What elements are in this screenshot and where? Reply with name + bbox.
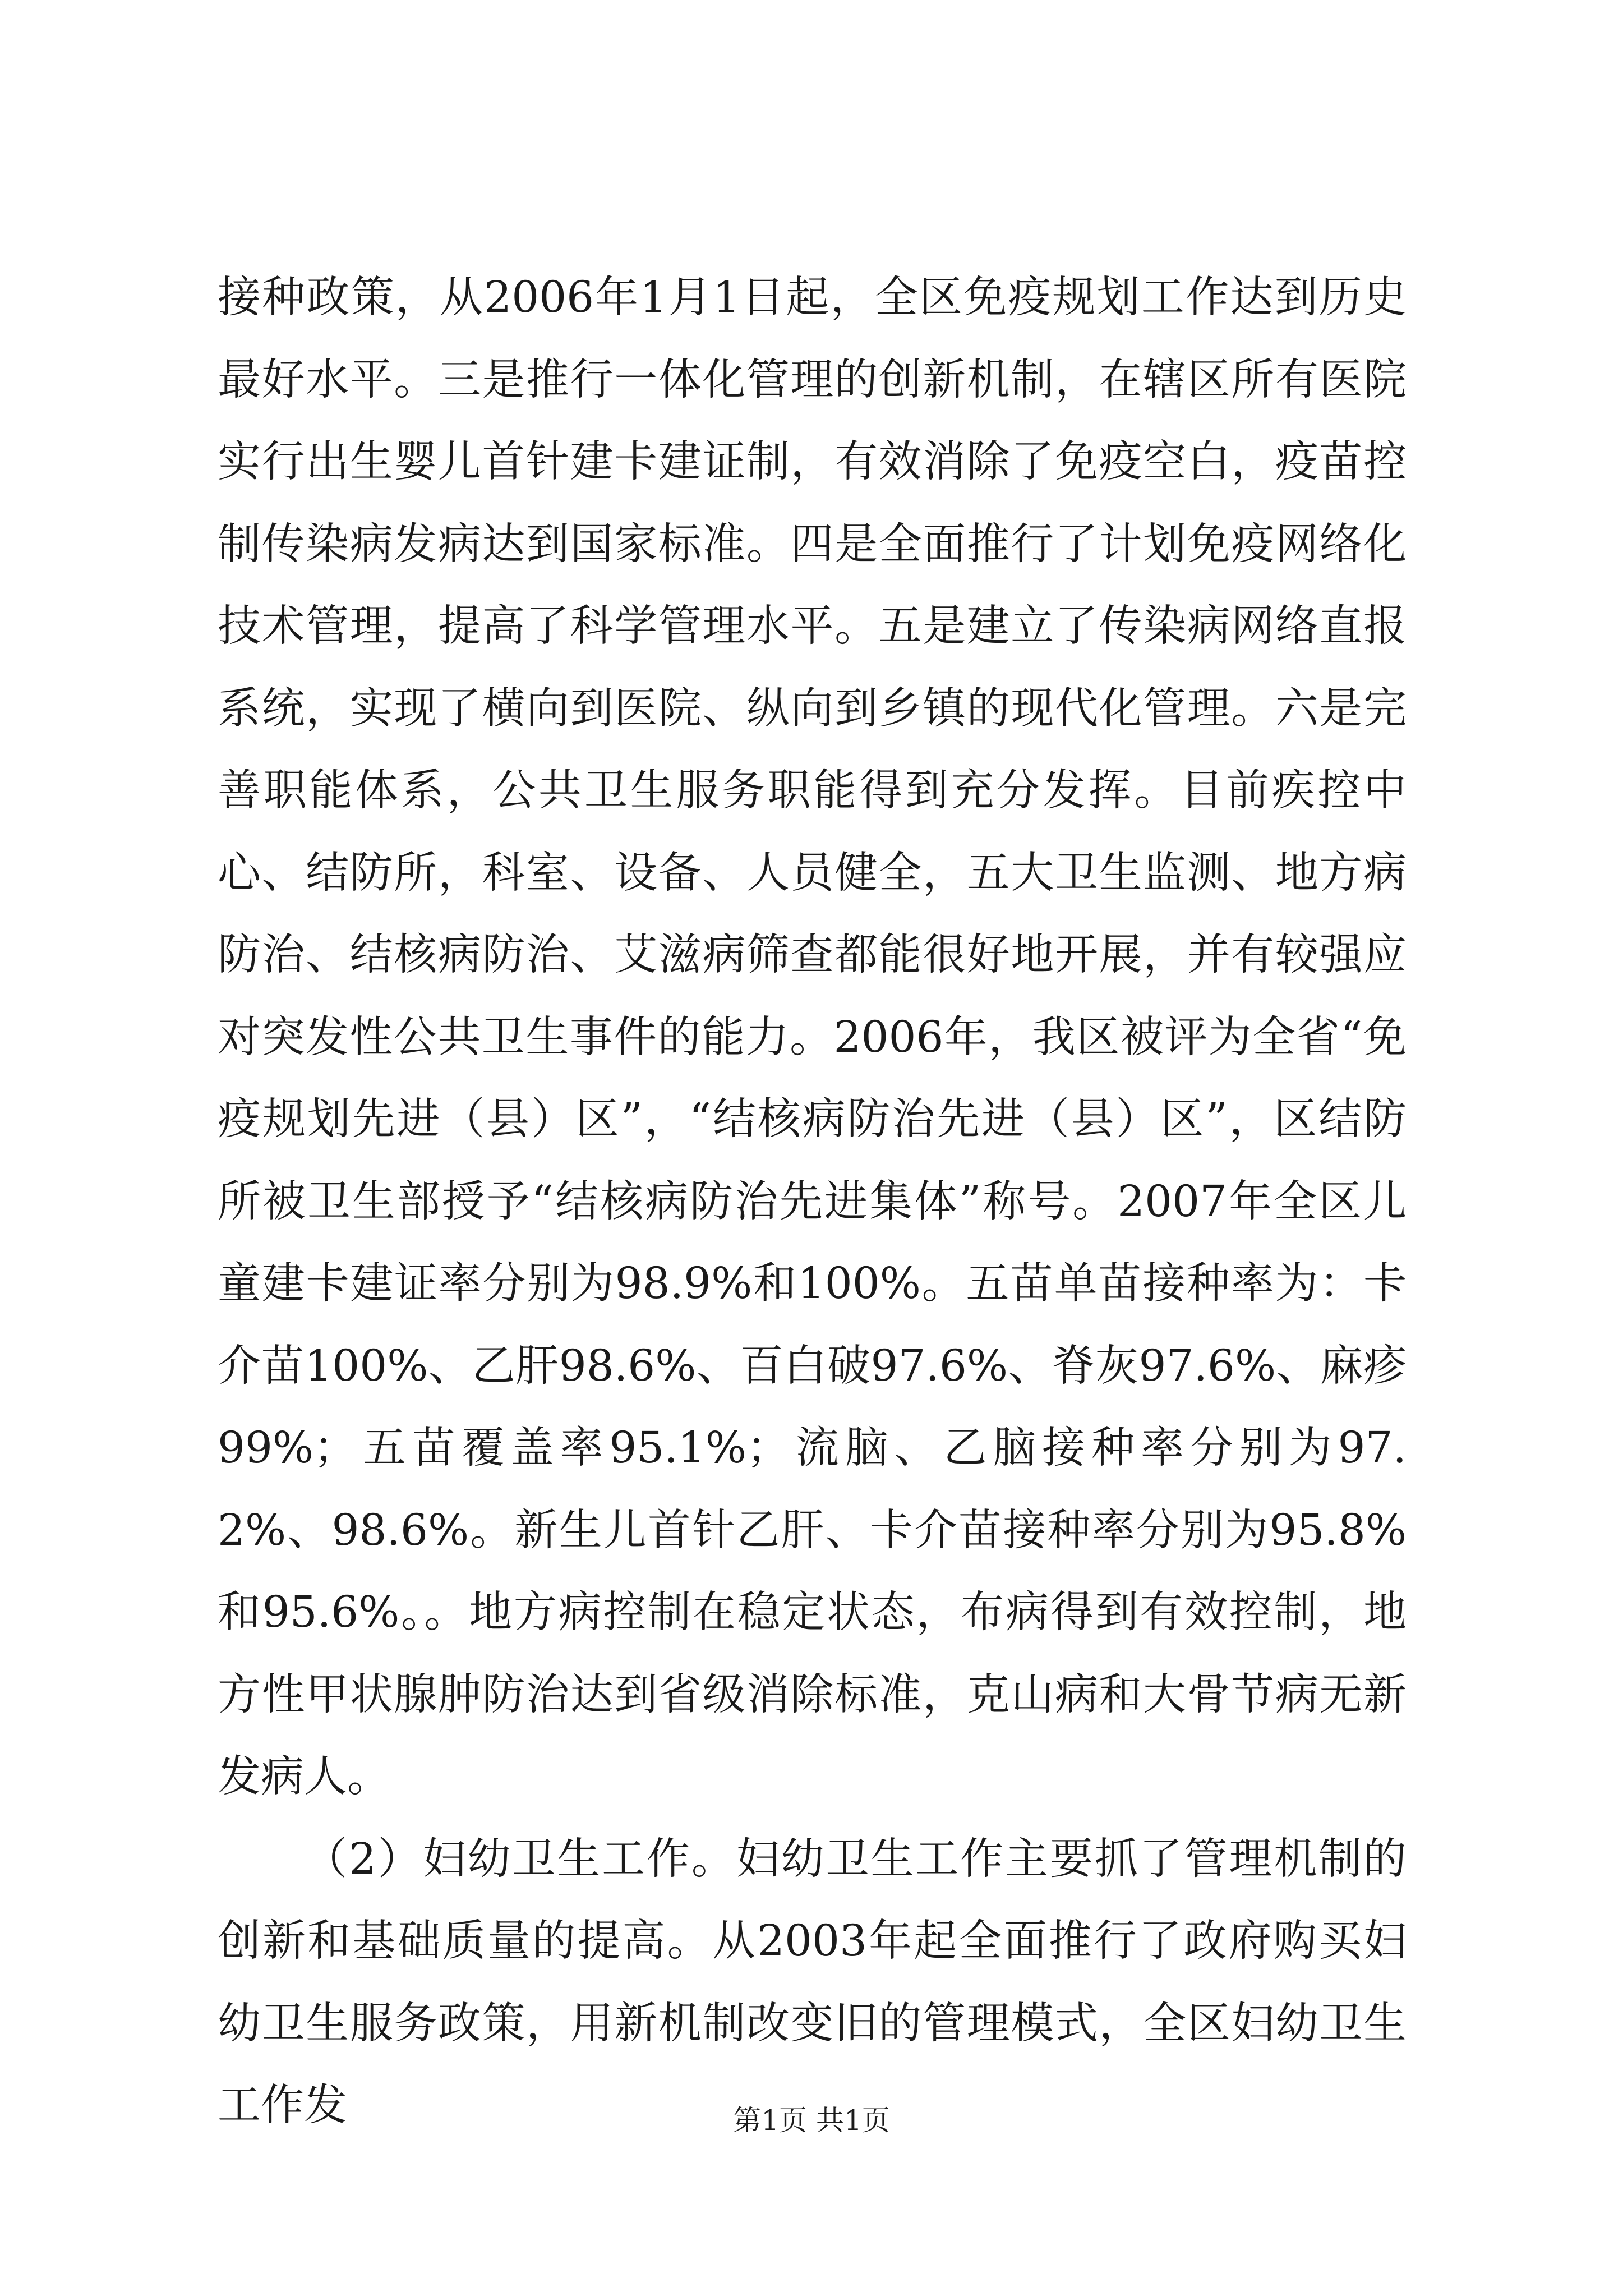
- page-footer: 第1页 共1页: [733, 2104, 890, 2137]
- paragraph-immunization: 接种政策，从2006年1月1日起，全区免疫规划工作达到历史最好水平。三是推行一体化管理的创新机制，在辖区所有医院实行出生婴儿首针建卡建证制，有效消除了免疫空白，疫苗控制传染病发病达到国家标准。四是全面推行了计划免疫网络化技术管理，提高了科学管理水平。五是建立了传染病网络直报系统，实现了横向到医院、纵向到乡镇的现代化管理。六是完善职能体系，公共卫生服务职能得到充分发挥。目前疾控中心、结防所，科室、设备、人员健全，五大卫生监测、地方病防治、结核病防治、艾滋病筛查都能很好地开展，并有较强应对突发性公共卫生事件的能力。2006年，我区被评为全省“免疫规划先进（县）区”，“结核病防治先进（县）区”，区结防所被卫生部授予“结核病防治先进集体”称号。2007年全区儿童建卡建证率分别为98.9%和100%。五苗单苗接种率为：卡介苗100%、乙肝98.6%、百白破97.6%、脊灰97.6%、麻疹99%；五苗覆盖率95.1%；流脑、乙脑接种率分别为97.2%、98.6%。新生儿首针乙肝、卡介苗接种率分别为95.8%和95.6%。。地方病控制在稳定状态，布病得到有效控制，地方性甲状腺肿防治达到省级消除标准，克山病和大骨节病无新发病人。: [218, 273, 1407, 1802]
- document-body: [218, 257, 1407, 2147]
- paragraph-maternal-child-health: （2）妇幼卫生工作。妇幼卫生工作主要抓了管理机制的创新和基础质量的提高。从2003年起全面推行了政府购买妇幼卫生服务政策，用新机制改变旧的管理模式，全区妇幼卫生工作发: [218, 1834, 1407, 2131]
